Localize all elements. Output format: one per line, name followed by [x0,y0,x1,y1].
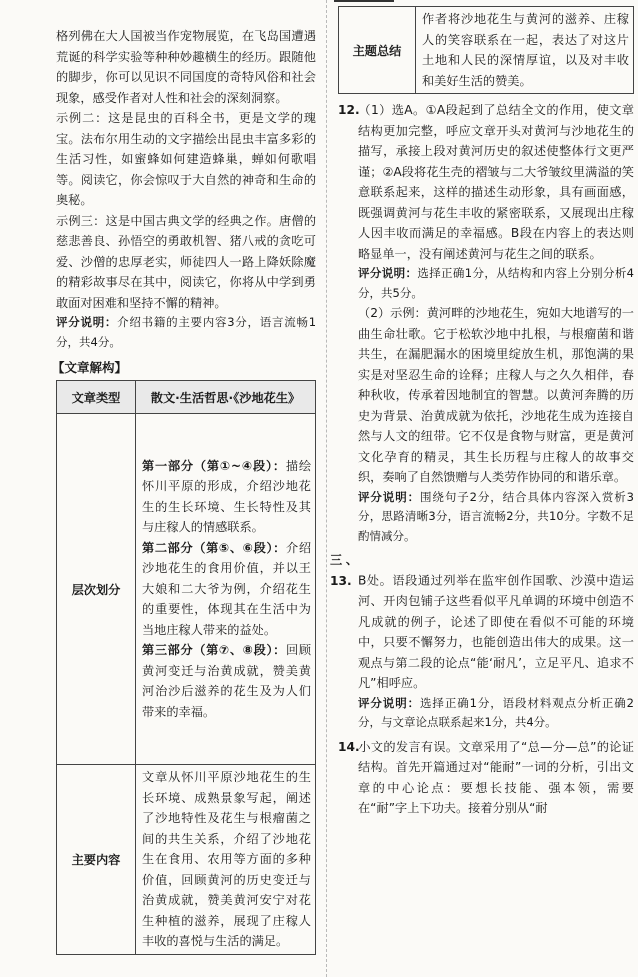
answer-text: 小文的发言有误。文章采用了“总—分—总”的论证结构。首先开篇通过对“能耐”一词的分析，引出文章的中心论点：要想长技能、强本领，需要在“耐”字上下功夫。接着分别从“耐 [358,739,634,815]
question-number: 三、13. [330,553,358,588]
question-number: 12. [338,103,360,117]
row-label: 主要内容 [57,765,136,955]
part-head: 第二部分（第⑤、⑥段）： [142,540,286,555]
column-divider [326,0,327,977]
row-content [136,414,316,765]
part-head: 第三部分（第⑦、⑧段）： [142,643,286,658]
part-paragraph [142,456,311,538]
scoring-label: 评分说明： [358,695,421,710]
text-line: 洞察。 [251,90,288,105]
content-paragraph [142,767,311,952]
type-value: 散文·生活哲思·《沙地花生》 [136,381,316,414]
question-13 [330,550,634,733]
type-label: 文章类型 [57,381,136,414]
scoring-text: 介绍书籍的主要内容3分，语言流畅1分，共4分。 [56,315,317,349]
part-text: 回顾黄河变迁与治黄成就，赞美黄河治沙后滋养的花生及为人们带来的幸福。 [142,643,312,719]
text-line: 的奥秘。 [56,172,316,207]
content-text: 文章从怀川平原沙地花生的生长环境、成熟景象写起，阐述了沙地特性及花生与根瘤菌之间的共生关系，介绍了沙地花生在食用、农用等方面的多种价值，回顾黄河的历史变迁与治黄成就，赞美黄河安宁对花生种植的滋养，展现了庄稼人丰收的喜悦与生活的满足。 [142,770,311,948]
structure-table [56,380,316,955]
text-line: 宝。法布尔用生动的文字描绘出昆虫丰富多彩 [56,131,304,146]
example-three [56,211,316,314]
q12-note2 [358,488,634,547]
text-line: 唱等。阅读它，你会惊叹于大自然的神奇和生命 [56,152,316,187]
text-line: 的生活习性，如蜜蜂如何建造蜂巢，蝉如何歌 [56,131,316,166]
part-text: 描绘怀川平原的形成，介绍沙地花生的生长环境、生长特性及其与庄稼人的情感联系。 [142,458,312,535]
text-line: 妖除魔的精彩故事尽在其中，阅读它，你将从 [56,254,316,289]
q13-note [358,694,634,733]
text-line: 吃可爱、沙僧的忠厚老实，师徒四人一路上降 [56,234,316,269]
q12-note1 [358,264,634,303]
right-column [330,0,638,977]
text-line: 格列佛在大人国被当作宠物展览，在飞岛国遭 [56,29,304,43]
text-line: 示例二：这是昆虫的百科全书，更是文学的瑰 [56,111,316,125]
table-row [57,765,316,955]
part-paragraph [142,640,311,722]
q12-part2: （2）示例：黄河畔的沙地花生，宛如大地谱写的一曲生命壮歌。它于松软沙地中扎根，与根瘤菌和谐共生，在漏肥漏水的困境里绽放生机，那饱满的果实是对坚忍生命的诠释；庄稼人与之久久相伴，春种秋收，传承着因地制宜的智慧。以黄河奔腾的历史为背景、治黄成就为依托，沙地花生成为连接自然与人文的纽带。它不仅是食物与财富，更是黄河文化孕育的精灵，其生长历程与庄稼人的故事交织，奏响了自然馈赠与人类劳作协同的和谐乐章。 [358,306,634,484]
part-head: 第一部分（第①~④段）： [142,458,286,473]
scoring-text: 围绕句子2分，结合具体内容深入赏析3分，思路清晰3分，语言流畅2分，共10分。字数不足酌情减分。 [358,489,634,543]
scoring-text: 选择正确1分，语段材料观点分析正确2分，与文章论点联系起来1分，共4分。 [358,695,634,729]
scoring-label: 评分说明： [56,315,118,329]
scoring-note [56,313,316,352]
question-12 [338,100,634,546]
q13-text [330,550,634,694]
intro-paragraph [56,26,316,108]
text-line: 的慈悲善良、孙悟空的勇敢机智、猪八戒的贪 [56,213,316,248]
theme-table [338,6,634,94]
question-14 [338,737,634,819]
text-line: 遇荒诞的科学实验等种种妙趣横生的经历。 [56,29,316,64]
text-line: 跟随他的脚步，你可以见识不同国度的奇特风 [56,49,316,84]
text-line: 俗和社会现象，感受作者对人性和社会的深刻 [56,70,316,105]
question-number: 14. [338,739,360,754]
text-line: 中学到勇敢面对困难和坚持不懈的精神。 [56,275,316,310]
part-paragraph [142,538,311,641]
table-header-row [57,381,316,414]
scoring-label: 评分说明： [358,489,421,504]
table-row [57,414,316,765]
scoring-label: 评分说明： [358,266,418,280]
table-row [339,7,634,94]
part-text: 介绍沙地花生的食用价值，并以王大娘和二大爷为例，介绍花生的重要性，体现其在生活中为当地庄稼人带来的益处。 [142,540,312,637]
theme-label: 主题总结 [339,7,416,94]
section-title: 【文章解构】 [52,360,128,375]
row-label: 层次划分 [57,414,136,765]
answer-text: B处。语段通过列举在监牢创作国歌、沙漠中造运河、开肉包铺子这些看似平凡单调的环境中创造不凡成就的例子，论述了即使在看似不可能的环境中，只要不懈努力，也能创造出伟大的成果。这一观点与第二段的论点“能‘耐凡’，立足平凡、追求不凡”相呼应。 [358,573,634,690]
q14-text [338,737,634,819]
answer-text: （1）选A。①A段起到了总结全文的作用，使文章结构更加完整，呼应文章开头对黄河与沙地花生的描写，承接上段对黄河历史的叙述使整体行文更严谨；②A段将花生壳的褶皱与二大爷皱纹里满溢的笑意联系起来，这样的描述生动形象，具有画面感，既强调黄河与花生丰收的紧密联系，又展现出庄稼人因丰收而满足的幸福感。B段在内容上的表达则略显单一，没有阐述黄河与花生之间的联系。 [358,103,634,261]
example-two [56,108,316,211]
row-content [136,765,316,955]
text-line: 示例三：这是中国古典文学的经典之作。唐僧 [56,213,304,228]
q12-part1 [338,100,634,264]
scoring-text: 选择正确1分，从结构和内容上分别分析4分，共5分。 [358,266,635,300]
theme-text: 作者将沙地花生与黄河的滋养、庄稼人的笑容联系在一起，表达了对这片土地和人民的深情厚谊，以及对丰收和美好生活的赞美。 [416,7,634,94]
